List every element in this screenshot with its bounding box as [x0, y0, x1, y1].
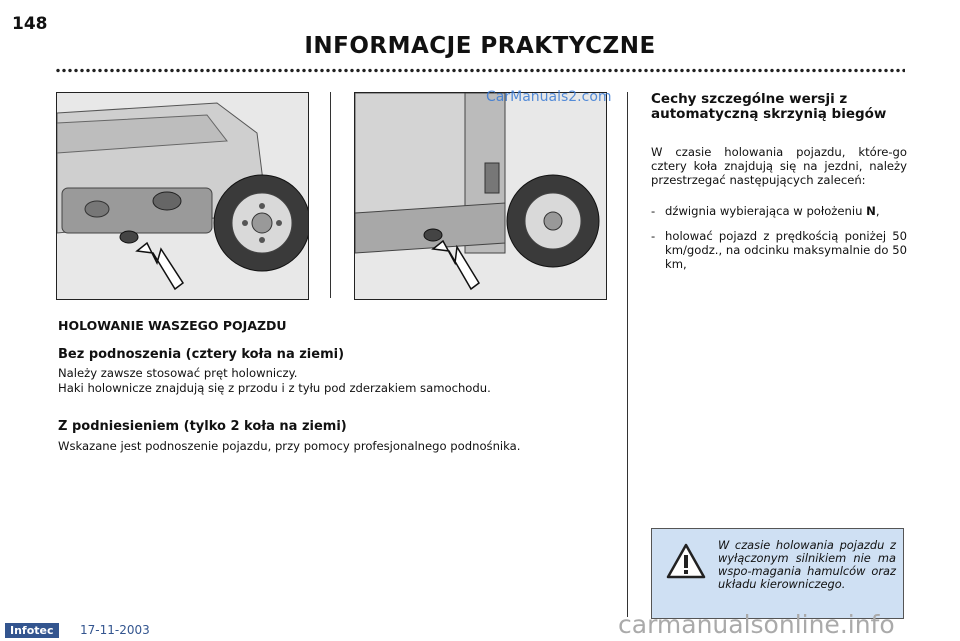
section-title: HOLOWANIE WASZEGO POJAZDU [58, 318, 287, 333]
infotec-logo: Infotec [5, 623, 59, 638]
watermark-top: CarManuals2.com [486, 89, 612, 105]
page-number: 148 [12, 14, 48, 34]
bullet-tow-speed [651, 229, 907, 271]
photo-separator [330, 92, 331, 298]
bullet-gear-selector [651, 204, 907, 218]
warning-triangle-icon [666, 543, 706, 583]
footer-date: 17-11-2003 [80, 623, 150, 637]
column-divider [627, 92, 628, 617]
rear-tow-hook-photo [354, 92, 607, 300]
bullet-text: holować pojazd z prędkością poniżej 50 km/godz., na odcinku maksymalnie do 50 km, [665, 229, 907, 271]
dotted-divider [55, 68, 905, 73]
bullet-dash: - [651, 229, 656, 243]
automatic-gearbox-heading: Cechy szczególne wersji z automatyczną skrzynią biegów [651, 91, 887, 122]
warning-box [651, 528, 904, 619]
subsection-title-lift: Z podniesieniem (tylko 2 koła na ziemi) [58, 419, 347, 434]
footer-watermark: carmanualsonline.info [618, 610, 895, 639]
subsection-title-no-lift: Bez podnoszenia (cztery koła na ziemi) [58, 347, 345, 362]
automatic-gearbox-intro: W czasie holowania pojazdu, które-go cztery koła znajdują się na jezdni, należy przestrzegać następujących zaleceń: [651, 145, 907, 187]
bullet-text: dźwignia wybierająca w położeniu N, [665, 204, 880, 218]
bullet-dash: - [651, 204, 656, 218]
no-lift-line-1: Należy zawsze stosować pręt holowniczy. [58, 366, 298, 380]
lift-line-1: Wskazane jest podnoszenie pojazdu, przy pomocy profesjonalnego podnośnika. [58, 439, 521, 453]
page-title: INFORMACJE PRAKTYCZNE [304, 33, 656, 59]
front-tow-hook-photo [56, 92, 309, 300]
no-lift-line-2: Haki holownicze znajdują się z przodu i z tyłu pod zderzakiem samochodu. [58, 381, 491, 395]
warning-text: W czasie holowania pojazdu z wyłączonym silnikiem nie ma wspo-magania hamulców oraz układu kierowniczego. [718, 538, 896, 591]
